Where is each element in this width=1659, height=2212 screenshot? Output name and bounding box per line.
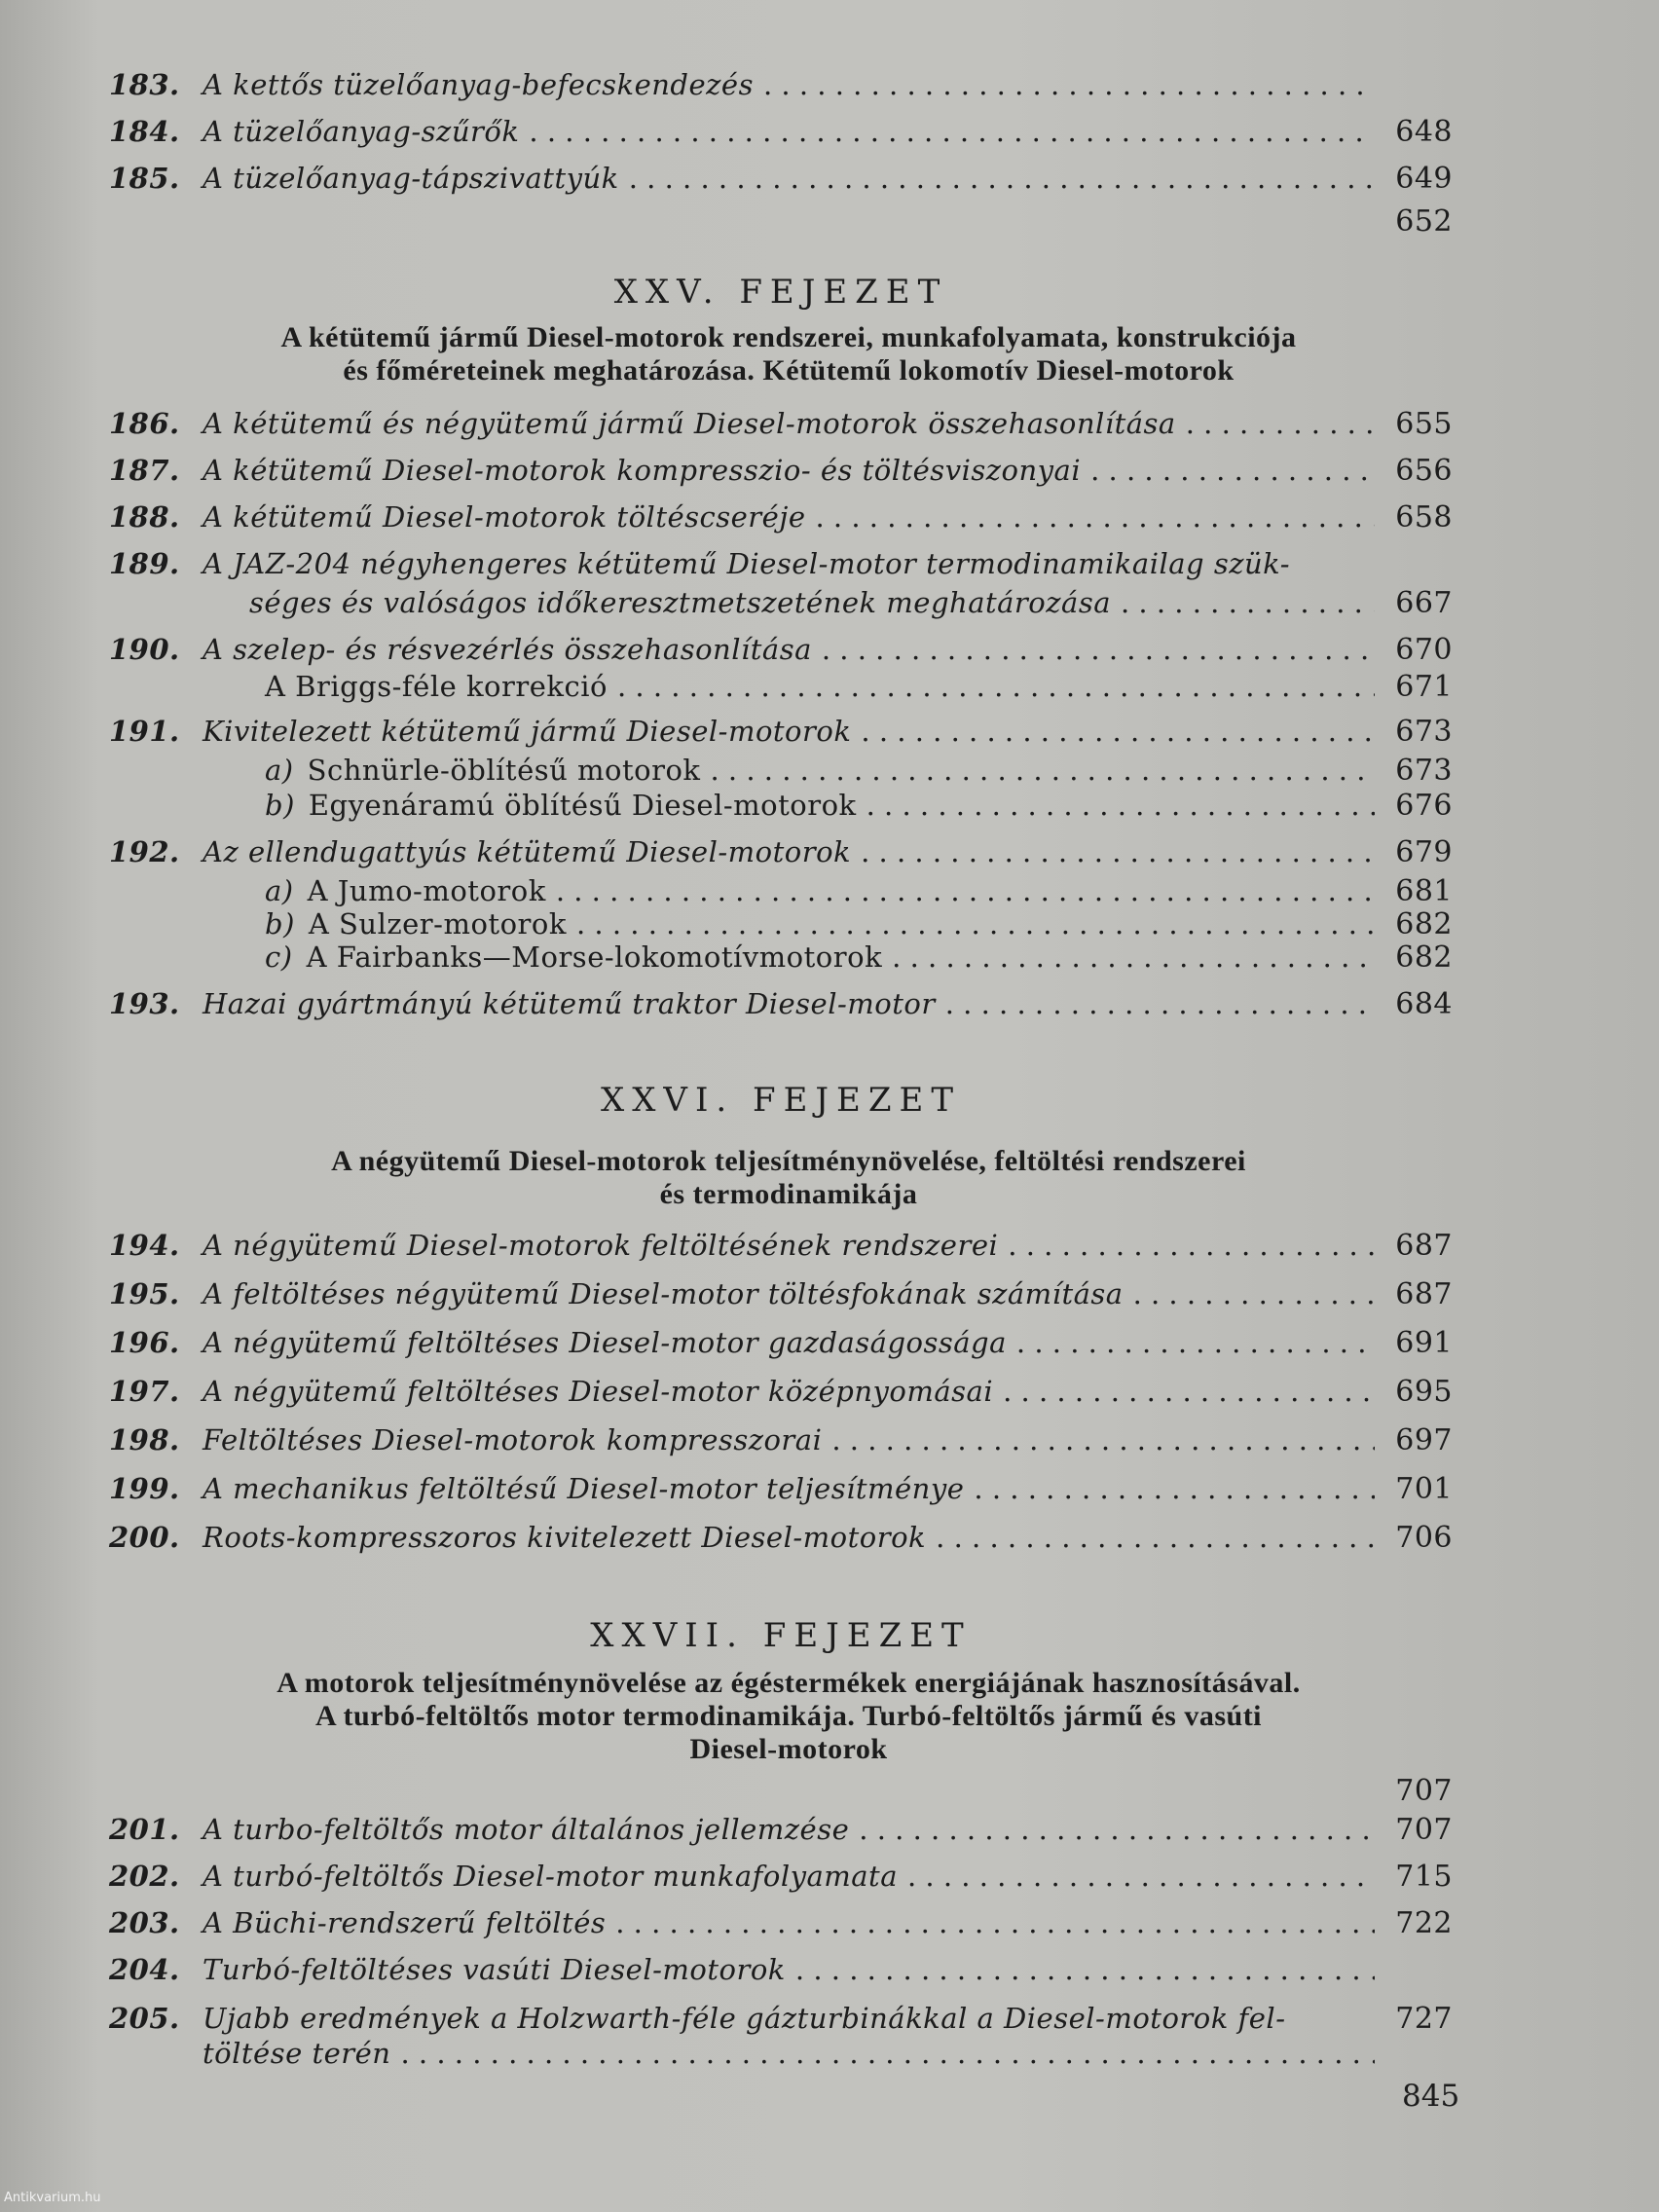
entry-title: A tüzelőanyag-tápszivattyúk <box>203 162 619 195</box>
entry-number: 200. <box>109 1521 180 1554</box>
leader-dots <box>1003 1375 1375 1408</box>
entry-title: A turbo-feltöltős motor általános jellemzése <box>203 1813 850 1846</box>
entry-page: 687 <box>1395 1277 1453 1311</box>
entry-number: 185. <box>109 162 180 195</box>
toc-entry <box>109 1860 1453 1899</box>
entry-number: 198. <box>109 1423 180 1456</box>
entry-title: A négyütemű feltöltéses Diesel-motor gazdaságossága <box>203 1326 1007 1359</box>
leader-dots <box>936 1521 1375 1554</box>
entry-title: A négyütemű feltöltéses Diesel-motor középnyomásai <box>203 1375 994 1408</box>
entry-title: A Jumo-motorok <box>307 874 546 907</box>
toc-entry <box>109 1229 1453 1268</box>
toc-entry <box>109 1472 1453 1511</box>
leader-dots <box>629 162 1375 195</box>
entry-page: 727 <box>1395 2002 1453 2036</box>
leader-dots <box>1121 586 1375 619</box>
toc-entry <box>109 500 1453 539</box>
entry-number: 201. <box>109 1813 180 1846</box>
leader-dots <box>710 754 1375 787</box>
toc-entry <box>109 115 1453 154</box>
entry-page: 682 <box>1395 940 1453 975</box>
entry-page: 667 <box>1395 586 1453 620</box>
chapter-heading-xxvi: XXVI. FEJEZET <box>601 1081 961 1120</box>
entry-number: 183. <box>109 68 180 101</box>
chapter-title-line: és főméreteinek meghatározása. Kétütemű lokomotív Diesel-motorok <box>343 354 1235 387</box>
subentry-letter: a) <box>265 754 294 787</box>
entry-number: 202. <box>109 1860 180 1893</box>
leader-dots <box>861 835 1375 868</box>
chapter-title-line: Diesel-motorok <box>689 1733 888 1765</box>
entry-title: A kétütemű Diesel-motorok kompresszio- és töltésviszonyai <box>203 454 1082 487</box>
entry-title: Hazai gyártmányú kétütemű traktor Diesel-motor <box>203 987 936 1020</box>
entry-title: Roots-kompresszoros kivitelezett Diesel-motorok <box>203 1521 927 1554</box>
toc-entry-continuation <box>109 586 1453 625</box>
leader-dots <box>401 2037 1376 2070</box>
page-number: 845 <box>1402 2079 1460 2114</box>
leader-dots <box>1133 1277 1375 1310</box>
entry-title: A Sulzer-motorok <box>308 907 567 940</box>
entry-number: 192. <box>109 835 180 868</box>
entry-title: Az ellendugattyús kétütemű Diesel-motorok <box>203 835 852 868</box>
entry-page: 681 <box>1395 874 1453 908</box>
toc-entry <box>109 2002 1453 2041</box>
entry-title: Ujabb eredmények a Holzwarth-féle gázturbinákkal a Diesel-motorok fel- <box>203 2002 1286 2035</box>
entry-page: 673 <box>1395 754 1453 788</box>
chapter-title-line: A motorok teljesítménynövelése az égéstermékek energiájának hasznosításával. <box>276 1667 1301 1699</box>
leader-dots <box>861 715 1375 748</box>
toc-entry <box>109 1521 1453 1560</box>
entry-number: 196. <box>109 1326 180 1359</box>
entry-title: séges és valóságos időkeresztmetszetének meghatározása <box>249 586 1111 619</box>
entry-title: A mechanikus feltöltésű Diesel-motor teljesítménye <box>203 1472 965 1505</box>
leader-dots <box>763 68 1375 101</box>
leader-dots <box>831 1423 1375 1456</box>
entry-number: 187. <box>109 454 180 487</box>
entry-page: 652 <box>1395 204 1453 239</box>
leader-dots <box>529 115 1375 148</box>
entry-number: 205. <box>109 2002 180 2035</box>
entry-page: 695 <box>1395 1375 1453 1409</box>
entry-title: A tüzelőanyag-szűrők <box>203 115 520 148</box>
entry-title: Schnürle-öblítésű motorok <box>307 754 701 787</box>
entry-number: 195. <box>109 1277 180 1310</box>
entry-number: 186. <box>109 407 180 440</box>
entry-title: Egyenáramú öblítésű Diesel-motorok <box>308 789 857 822</box>
entry-number: 203. <box>109 1906 180 1939</box>
toc-entry <box>109 1375 1453 1414</box>
leader-dots <box>907 1860 1375 1893</box>
toc-entry <box>109 407 1453 446</box>
chapter-title-xxv <box>136 321 1441 387</box>
leader-dots <box>1016 1326 1375 1359</box>
entry-page: 707 <box>1395 1774 1453 1808</box>
leader-dots <box>1186 407 1375 440</box>
leader-dots <box>822 633 1375 666</box>
entry-page: 684 <box>1395 987 1453 1021</box>
entry-page: 682 <box>1395 907 1453 941</box>
entry-title: A Büchi-rendszerű feltöltés <box>203 1906 607 1939</box>
toc-subentry <box>109 789 1453 828</box>
chapter-title-line: és termodinamikája <box>659 1178 918 1210</box>
entry-page: 715 <box>1395 1860 1453 1894</box>
entry-title: A turbó-feltöltős Diesel-motor munkafolyamata <box>203 1860 898 1893</box>
entry-page: 673 <box>1395 715 1453 749</box>
entry-number: 199. <box>109 1472 180 1505</box>
leader-dots <box>1008 1229 1375 1262</box>
toc-entry <box>109 715 1453 754</box>
leader-dots <box>859 1813 1375 1846</box>
entry-page: 722 <box>1395 1906 1453 1940</box>
entry-title: A szelep- és résvezérlés összehasonlítása <box>203 633 812 666</box>
entry-page: 707 <box>1395 1813 1453 1847</box>
entry-number: 191. <box>109 715 180 748</box>
entry-page: 706 <box>1395 1521 1453 1555</box>
entry-page: 655 <box>1395 407 1453 441</box>
entry-number: 190. <box>109 633 180 666</box>
watermark: Antikvarium.hu <box>4 2191 101 2205</box>
toc-entry <box>109 1774 1453 1813</box>
entry-page: 649 <box>1395 162 1453 196</box>
chapter-title-line: A kétütemű jármű Diesel-motorok rendszerei, munkafolyamata, konstrukciója <box>280 321 1297 353</box>
toc-entry <box>109 1326 1453 1365</box>
leader-dots <box>556 874 1375 907</box>
entry-number: 197. <box>109 1375 180 1408</box>
entry-title: töltése terén <box>203 2037 391 2070</box>
toc-entry <box>109 1906 1453 1945</box>
chapter-title-line: A turbó-feltöltős motor termodinamikája. Turbó-feltöltős jármű és vasúti <box>314 1700 1263 1732</box>
entry-title: A négyütemű Diesel-motorok feltöltésének rendszerei <box>203 1229 999 1262</box>
entry-page: 658 <box>1395 500 1453 535</box>
toc-entry <box>109 1953 1453 1992</box>
toc-entry-continuation <box>109 2037 1453 2076</box>
entry-title: Turbó-feltöltéses vasúti Diesel-motorok <box>203 1953 786 1986</box>
leader-dots <box>1090 454 1375 487</box>
entry-page: 670 <box>1395 633 1453 667</box>
leader-dots <box>617 670 1375 703</box>
entry-page: 676 <box>1395 789 1453 823</box>
entry-number: 188. <box>109 500 180 534</box>
entry-page: 691 <box>1395 1326 1453 1360</box>
toc-entry <box>109 835 1453 874</box>
entry-page: 687 <box>1395 1229 1453 1263</box>
entry-title: A feltöltéses négyütemű Diesel-motor töltésfokának számítása <box>203 1277 1124 1310</box>
leader-dots <box>866 789 1375 822</box>
subentry-letter: b) <box>265 907 295 940</box>
entry-number: 194. <box>109 1229 180 1262</box>
entry-page: 679 <box>1395 835 1453 869</box>
toc-entry <box>109 68 1453 107</box>
toc-subentry <box>109 670 1453 709</box>
leader-dots <box>974 1472 1375 1505</box>
entry-title: A kétütemű és négyütemű jármű Diesel-motorok összehasonlítása <box>203 407 1176 440</box>
entry-title: A kétütemű Diesel-motorok töltéscseréje <box>203 500 806 534</box>
entry-number: 184. <box>109 115 180 148</box>
toc-entry <box>109 547 1453 586</box>
toc-entry <box>109 1423 1453 1462</box>
entry-page: 697 <box>1395 1423 1453 1457</box>
subentry-letter: b) <box>265 789 295 822</box>
leader-dots <box>945 987 1375 1020</box>
chapter-heading-xxv: XXV. FEJEZET <box>613 273 948 312</box>
toc-entry <box>109 454 1453 493</box>
entry-page: 648 <box>1395 115 1453 149</box>
subentry-letter: a) <box>265 874 294 907</box>
leader-dots <box>892 940 1375 974</box>
entry-number: 189. <box>109 547 180 580</box>
leader-dots <box>615 1906 1375 1939</box>
toc-entry <box>109 162 1453 201</box>
chapter-title-line: A négyütemű Diesel-motorok teljesítménynövelése, feltöltési rendszerei <box>331 1145 1246 1177</box>
chapter-title-xxvii <box>136 1667 1441 1766</box>
chapter-title-xxvi <box>136 1145 1441 1211</box>
entry-title: Feltöltéses Diesel-motorok kompresszorai <box>203 1423 823 1456</box>
toc-subentry <box>109 940 1453 979</box>
leader-dots <box>815 500 1375 534</box>
entry-title: Kivitelezett kétütemű jármű Diesel-motorok <box>203 715 852 748</box>
toc-entry <box>109 633 1453 672</box>
chapter-heading-xxvii: XXVII. FEJEZET <box>590 1616 972 1655</box>
entry-title: A Fairbanks—Morse-lokomotívmotorok <box>306 940 883 974</box>
toc-entry <box>109 204 1453 243</box>
entry-number: 193. <box>109 987 180 1020</box>
entry-title: A JAZ-204 négyhengeres kétütemű Diesel-motor termodinamikailag szük- <box>203 547 1291 580</box>
toc-entry <box>109 987 1453 1026</box>
entry-title: A kettős tüzelőanyag-befecskendezés <box>203 68 754 101</box>
toc-entry <box>109 1813 1453 1852</box>
toc-entry <box>109 1277 1453 1316</box>
leader-dots <box>576 907 1375 940</box>
toc-subentry <box>109 754 1453 793</box>
entry-number: 204. <box>109 1953 180 1986</box>
entry-page: 701 <box>1395 1472 1453 1506</box>
subentry-letter: c) <box>265 940 293 974</box>
entry-page: 656 <box>1395 454 1453 488</box>
entry-title: A Briggs-féle korrekció <box>265 670 608 703</box>
leader-dots <box>795 1953 1375 1986</box>
entry-page: 671 <box>1395 670 1453 704</box>
